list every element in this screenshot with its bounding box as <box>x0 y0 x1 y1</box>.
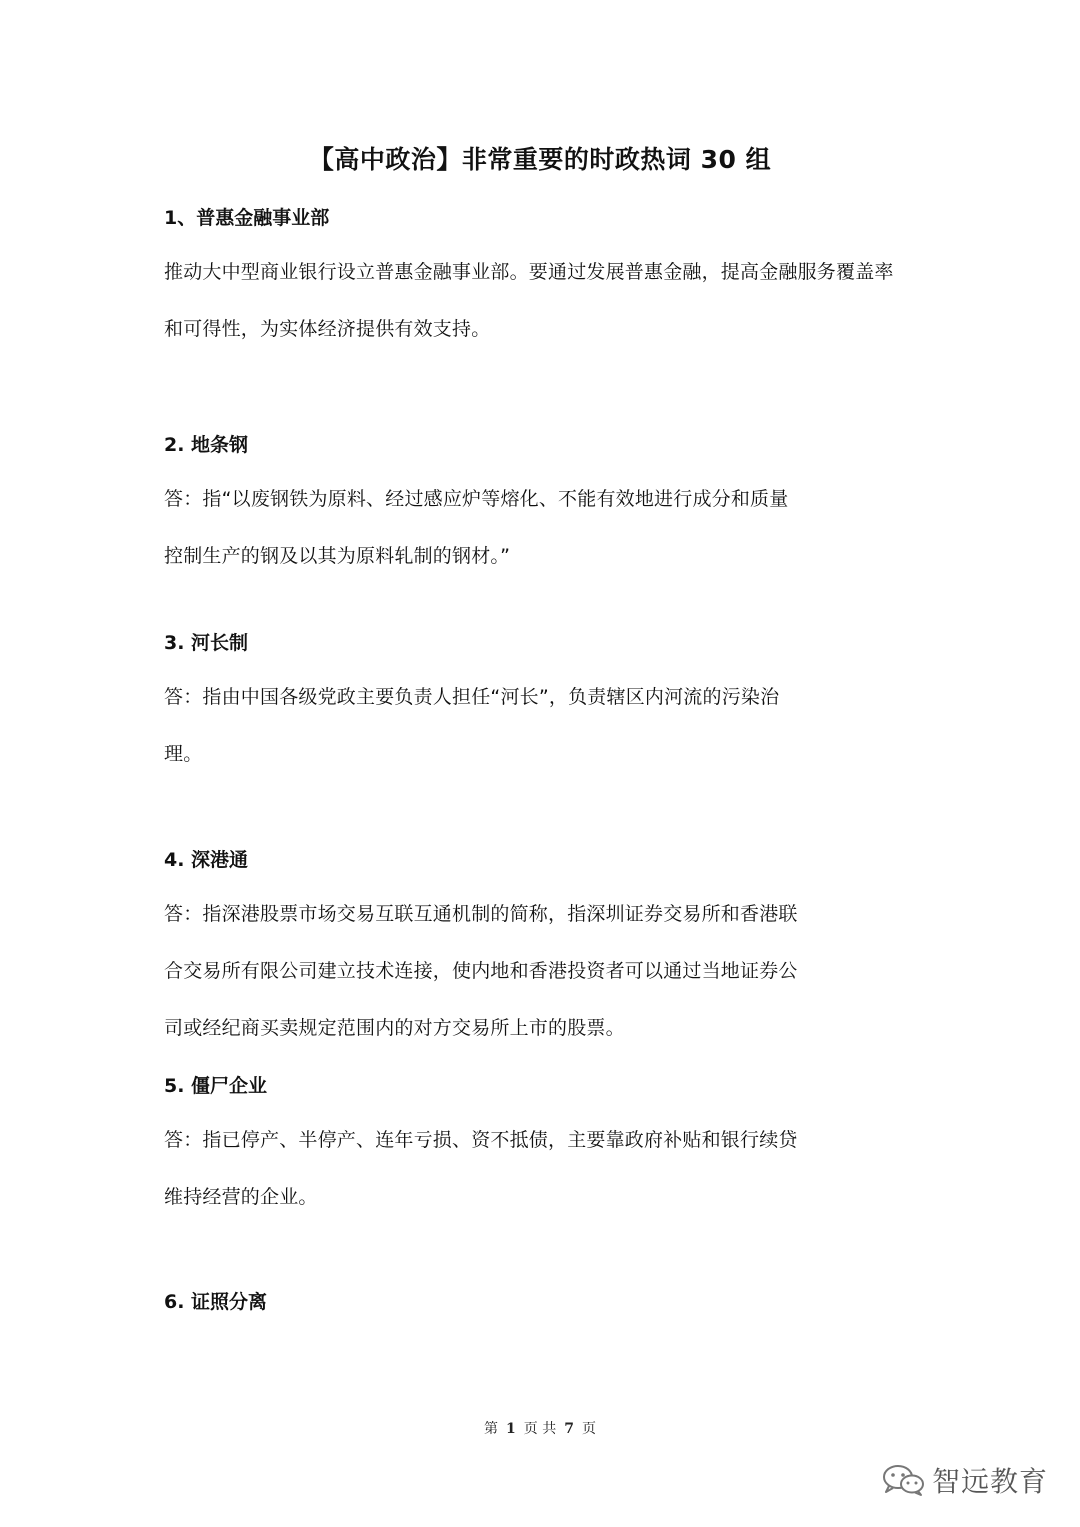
body-line: 维持经营的企业。 <box>164 1186 318 1208</box>
section-heading-3: 3. 河长制 <box>164 632 249 654</box>
section-heading-5: 5. 僵尸企业 <box>164 1075 268 1097</box>
footer-middle: 页 共 <box>523 1421 557 1437</box>
body-line: 合交易所有限公司建立技术连接，使内地和香港投资者可以通过当地证券公 <box>164 960 798 982</box>
body-line: 答：指已停产、半停产、连年亏损、资不抵债，主要靠政府补贴和银行续贷 <box>164 1129 798 1151</box>
section-heading-6: 6. 证照分离 <box>164 1291 268 1313</box>
section-body-5 <box>164 1112 924 1226</box>
section-body-2 <box>164 471 924 585</box>
section-body-4 <box>164 886 924 1057</box>
footer-prefix: 第 <box>484 1421 499 1437</box>
page-footer <box>0 1418 1080 1438</box>
body-line: 答：指深港股票市场交易互联互通机制的简称，指深圳证券交易所和香港联 <box>164 903 798 925</box>
footer-total-pages: 7 <box>564 1421 574 1437</box>
body-line: 控制生产的钢及以其为原料轧制的钢材。” <box>164 545 511 567</box>
watermark-text: 智远教育 <box>932 1465 1049 1498</box>
footer-page-number: 1 <box>506 1421 516 1437</box>
document-title: 【高中政治】非常重要的时政热词 30 组 <box>308 145 772 174</box>
body-line: 答：指“以废钢铁为原料、经过感应炉等熔化、不能有效地进行成分和质量 <box>164 488 789 510</box>
footer-suffix: 页 <box>581 1421 596 1437</box>
watermark <box>880 1460 1048 1500</box>
body-line: 答：指由中国各级党政主要负责人担任“河长”，负责辖区内河流的污染治 <box>164 686 780 708</box>
section-heading-4: 4. 深港通 <box>164 849 249 871</box>
body-line: 和可得性，为实体经济提供有效支持。 <box>164 318 491 340</box>
body-line: 理。 <box>164 743 203 765</box>
section-body-1 <box>164 244 924 358</box>
wechat-icon <box>880 1463 926 1497</box>
body-line: 推动大中型商业银行设立普惠金融事业部。要通过发展普惠金融，提高金融服务覆盖率 <box>164 261 894 283</box>
body-line: 司或经纪商买卖规定范围内的对方交易所上市的股票。 <box>164 1017 625 1039</box>
section-heading-2: 2. 地条钢 <box>164 434 249 456</box>
section-body-3 <box>164 669 924 783</box>
section-heading-1: 1、普惠金融事业部 <box>164 207 330 229</box>
